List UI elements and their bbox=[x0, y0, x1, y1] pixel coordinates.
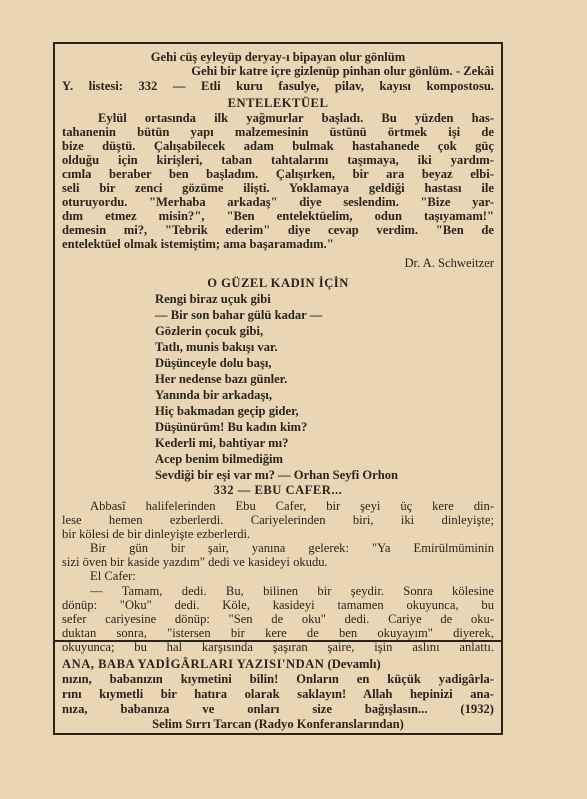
story1-author: Dr. A. Schweitzer bbox=[404, 256, 494, 270]
story2-line-3: bir kölesi de bir dinleyişte ezberlerdi. bbox=[62, 527, 251, 541]
couplet-line-1: Gehi cüş eyleyüp deryay-ı bipayan olur gönlüm bbox=[150, 50, 406, 64]
story1-line-8: dım etmez misin?", "Ben entelektüelim, odun taşıyamam!" bbox=[62, 209, 494, 223]
story1-line-7: oturuyordu. "Merhaba arkadaş" diye seslendim. "Bize yar- bbox=[62, 195, 494, 209]
poem-title: O GÜZEL KADIN İÇİN bbox=[207, 276, 349, 290]
footer-continued: (Devamlı) bbox=[327, 657, 381, 671]
story1-line-6: seli bir zenci gözüme ilişti. Yoklamaya geldiği hastası ile bbox=[62, 181, 494, 195]
poem-line-12: Sevdiği bir eşi var mı? — Orhan Seyfi Orhon bbox=[155, 468, 399, 482]
story1-line-1: Eylül ortasında ilk yağmurlar başladı. Bu yüzden has- bbox=[98, 111, 494, 125]
footer-title: ANA, BABA YADİGÂRLARI YAZISI'NDAN bbox=[62, 657, 325, 671]
poem-line-8: Hiç bakmadan geçip gider, bbox=[155, 404, 299, 418]
story2-line-4: Bir gün bir şair, yanına gelerek: "Ya Emirülmüminin bbox=[90, 541, 494, 555]
story2-line-9: sefer cariyesine dönüp: "Sen de oku" dedi. Cariye de oku- bbox=[62, 612, 494, 626]
poem-line-6: Her nedense bazı günler. bbox=[155, 372, 288, 386]
story1-line-10: entelektüel olmak istemiştim; ama başaramadım." bbox=[62, 237, 334, 251]
poem-line-10: Kederli mi, bahtiyar mı? bbox=[155, 436, 289, 450]
story2-line-1: Abbasî halifelerinden Ebu Cafer, bir şeyi üç kere din- bbox=[90, 499, 494, 513]
story1-line-3: bize düştü. Çalışabilecek adam bulmak hastahanede çok güç bbox=[62, 139, 494, 153]
poem-line-3: Gözlerin çocuk gibi, bbox=[155, 324, 264, 338]
menu-line: Y. listesi: 332 — Etli kuru fasulye, pilav, kayısı kompostosu. bbox=[62, 79, 494, 93]
story2-line-6: El Cafer: bbox=[90, 569, 136, 583]
footer-heading bbox=[62, 657, 494, 671]
story1-line-4: olduğu için kirişleri, taban tahtalarını taşımaya, iki yardım- bbox=[62, 153, 494, 167]
poem-line-11: Acep benim bilmediğim bbox=[155, 452, 284, 466]
poem-line-9: Düşünürüm! Bu kadın kim? bbox=[155, 420, 308, 434]
story1-line-9: demesin mi?, "Tebrik ederim" diye cevap verdim. "Ben de bbox=[62, 223, 494, 237]
story2-line-8: dönüp: "Oku" dedi. Köle, kasideyi tamamen okuyunca, bu bbox=[62, 598, 494, 612]
story1-line-2: tahanenin bütün yapı malzemesinin üstünü örtmek işi de bbox=[62, 125, 494, 139]
footer-line-1: nızın, babanızın kıymetini bilin! Onların en küçük yadigârla- bbox=[62, 672, 494, 686]
story2-line-2: lese hemen ezberlerdi. Cariyelerinden biri, iki dinleyişte; bbox=[62, 513, 494, 527]
story2-line-7: — Tamam, dedi. Bu, bilinen bir şeydir. Sonra kölesine bbox=[90, 584, 494, 598]
story2-line-10: duktan sonra, "istersen bir kere de ben okuyayım" diyerek, bbox=[62, 626, 494, 640]
story2-line-11: okuyunca; bu hal karşısında şaşıran şaire, işin aslını anlattı. bbox=[62, 640, 494, 654]
story2-title: 332 — EBU CAFER... bbox=[213, 483, 343, 497]
couplet-line-2: Gehi bir katre içre gizlenüp pinhan olur gönlüm. - Zekâi bbox=[191, 64, 494, 78]
poem-line-4: Tatlı, munis bakışı var. bbox=[155, 340, 278, 354]
footer-line-2: rını kıymetli bir hatıra olarak saklayın! Allah hepinizi ana- bbox=[62, 687, 494, 701]
poem-line-5: Düşünceyle dolu başı, bbox=[155, 356, 272, 370]
story1-title: ENTELEKTÜEL bbox=[227, 96, 329, 110]
story2-line-5: sizi öven bir kaside yazdım" dedi ve kasideyi okudu. bbox=[62, 555, 328, 569]
story1-line-5: cımla beraber ben başladım. Çalışırken, bir ara beyaz elbi- bbox=[62, 167, 494, 181]
poem-line-1: Rengi biraz uçuk gibi bbox=[155, 292, 271, 306]
poem-line-7: Yanında bir arkadaşı, bbox=[155, 388, 273, 402]
poem-line-2: — Bir son bahar gülü kadar — bbox=[155, 308, 323, 322]
footer-line-3: nıza, babanıza ve onları size bağışlasın... (1932) bbox=[62, 702, 494, 716]
footer-signature: Selim Sırrı Tarcan (Radyo Konferanslarından) bbox=[152, 717, 404, 731]
